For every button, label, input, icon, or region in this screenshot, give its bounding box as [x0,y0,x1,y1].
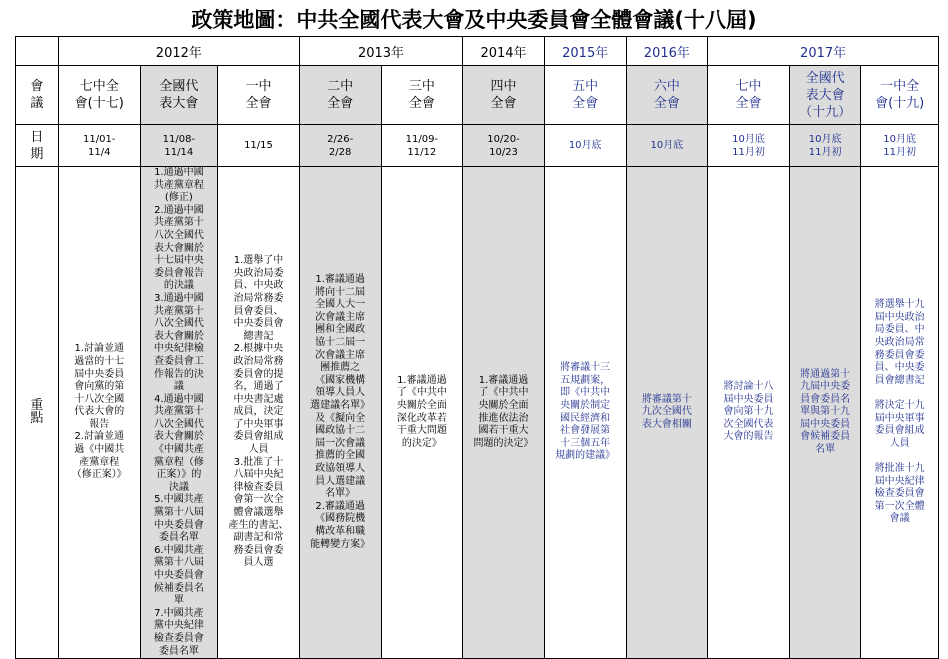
meeting-name: 四中 全會 [463,66,545,125]
meeting-name: 六中 全會 [626,66,708,125]
meeting-name: 七中 全會 [708,66,790,125]
meeting-name: 七中全 會(十七) [58,66,140,125]
meeting-date: 10/20- 10/23 [463,125,545,167]
meeting-key-points: 1.審議通過 了《中共中 央關於全面 深化改革若 干重大問題 的決定》 [381,167,463,659]
corner-cell [16,37,59,66]
meeting-name: 全國代 表大會 [140,66,218,125]
date-row [16,125,939,167]
year-row [16,37,939,66]
meeting-key-points: 1.審議通過 了《中共中 央關於全面 推進依法治 國若干重大 問題的決定》 [463,167,545,659]
meeting-key-points: 將選舉十九 屆中央政治 局委員、中 央政治局常 務委員會委 員、中央委 員會總書記 將決定十九 屆中央軍事 委員會組成 人員 將批准十九 屆中央紀律 檢查委員會 第一次全體 會議 [861,167,939,659]
year-cell: 2013年 [299,37,462,66]
row-label-date: 日 期 [16,125,59,167]
meeting-key-points: 1.討論並通 過當的十七 屆中央委員 會向黨的第 十八次全國 代表大會的 報告 2.討論並通 過《中國共 產黨章程 （修正案）》 [58,167,140,659]
meeting-date: 10月底 [626,125,708,167]
meeting-date: 10月底 [544,125,626,167]
meeting-name: 五中 全會 [544,66,626,125]
meeting-name: 二中 全會 [299,66,381,125]
meeting-name: 三中 全會 [381,66,463,125]
meeting-key-points: 1.審議通過 將向十二屆 全國人大一 次會議主席 團和全國政 協十二屆一 次會議主席 團推薦之 《國家機構 領導人員人 選建議名單》 及《擬向全 國政協十二 屆一次會議 推薦的全國 政協領導人 員人選建議 名單》 2.審議通過 《國務院機 構改革和職 能轉變方案》 [299,167,381,659]
meeting-key-points: 將審議十三 五規劃案， 即《中共中 央關於制定 國民經濟和 社會發展第 十三個五年 規劃的建議》 [544,167,626,659]
meeting-date: 10月底 11月初 [708,125,790,167]
policy-map-table [15,36,939,659]
meeting-date: 11/15 [218,125,300,167]
row-label-key-points: 重 點 [16,167,59,659]
meeting-row [16,66,939,125]
meeting-date: 11/08- 11/14 [140,125,218,167]
meeting-date: 11/01- 11/4 [58,125,140,167]
meeting-key-points: 1.選舉了中 央政治局委 員、中央政 治局常務委 員會委員、 中央委員會 總書記 2.根據中央 政治局常務 委員會的提 名，通過了 中央書記處 成員，決定 了中央軍事 委員會組成 人員 3.批准了十 八屆中央紀 律檢查委員 會第一次全 體會議選舉 產生的書記、 副書記和常 務委員會委 員人選 [218,167,300,659]
meeting-date: 2/26- 2/28 [299,125,381,167]
meeting-key-points: 將討論十八 屆中央委員 會向第十九 次全國代表 大會的報告 [708,167,790,659]
meeting-name: 一中全 會(十九) [861,66,939,125]
year-cell: 2017年 [708,37,939,66]
year-cell: 2016年 [626,37,708,66]
page-title: 政策地圖：中共全國代表大會及中央委員會全體會議(十八屆) [191,8,757,32]
meeting-key-points: 將審議第十 九次全國代 表大會相關 [626,167,708,659]
meeting-date: 10月底 11月初 [861,125,939,167]
meeting-key-points: 將通過第十 九屆中央委 員會委員名 單與第十九 屆中央委員 會候補委員 名單 [789,167,860,659]
meeting-name: 一中 全會 [218,66,300,125]
year-cell: 2012年 [58,37,299,66]
meeting-name: 全國代 表大會 （十九） [789,66,860,125]
meeting-date: 11/09- 11/12 [381,125,463,167]
meeting-key-points: 1.通過中國 共產黨章程 (修正) 2.通過中國 共產黨第十 八次全國代 表大會關於 十七屆中央 委員會報告 的決議 3.通過中國 共產黨第十 八次全國代 表大會關於 中央紀律檢 查委員會工 作報告的決 議 4.通過中國 共產黨第十 八次全國代 表大會關於 《中國共產 黨章程（修 正案）》的 決議 5.中國共產 黨第十八屆 中央委員會 委員名單 6.中國共產 黨第十八屆 中央委員會 候補委員名 單 7.中國共產 黨中央紀律 檢查委員會 委員名單 [140,167,218,659]
meeting-date: 10月底 11月初 [789,125,860,167]
key-points-row [16,167,939,659]
year-cell: 2014年 [463,37,545,66]
row-label-meeting: 會 議 [16,66,59,125]
year-cell: 2015年 [544,37,626,66]
